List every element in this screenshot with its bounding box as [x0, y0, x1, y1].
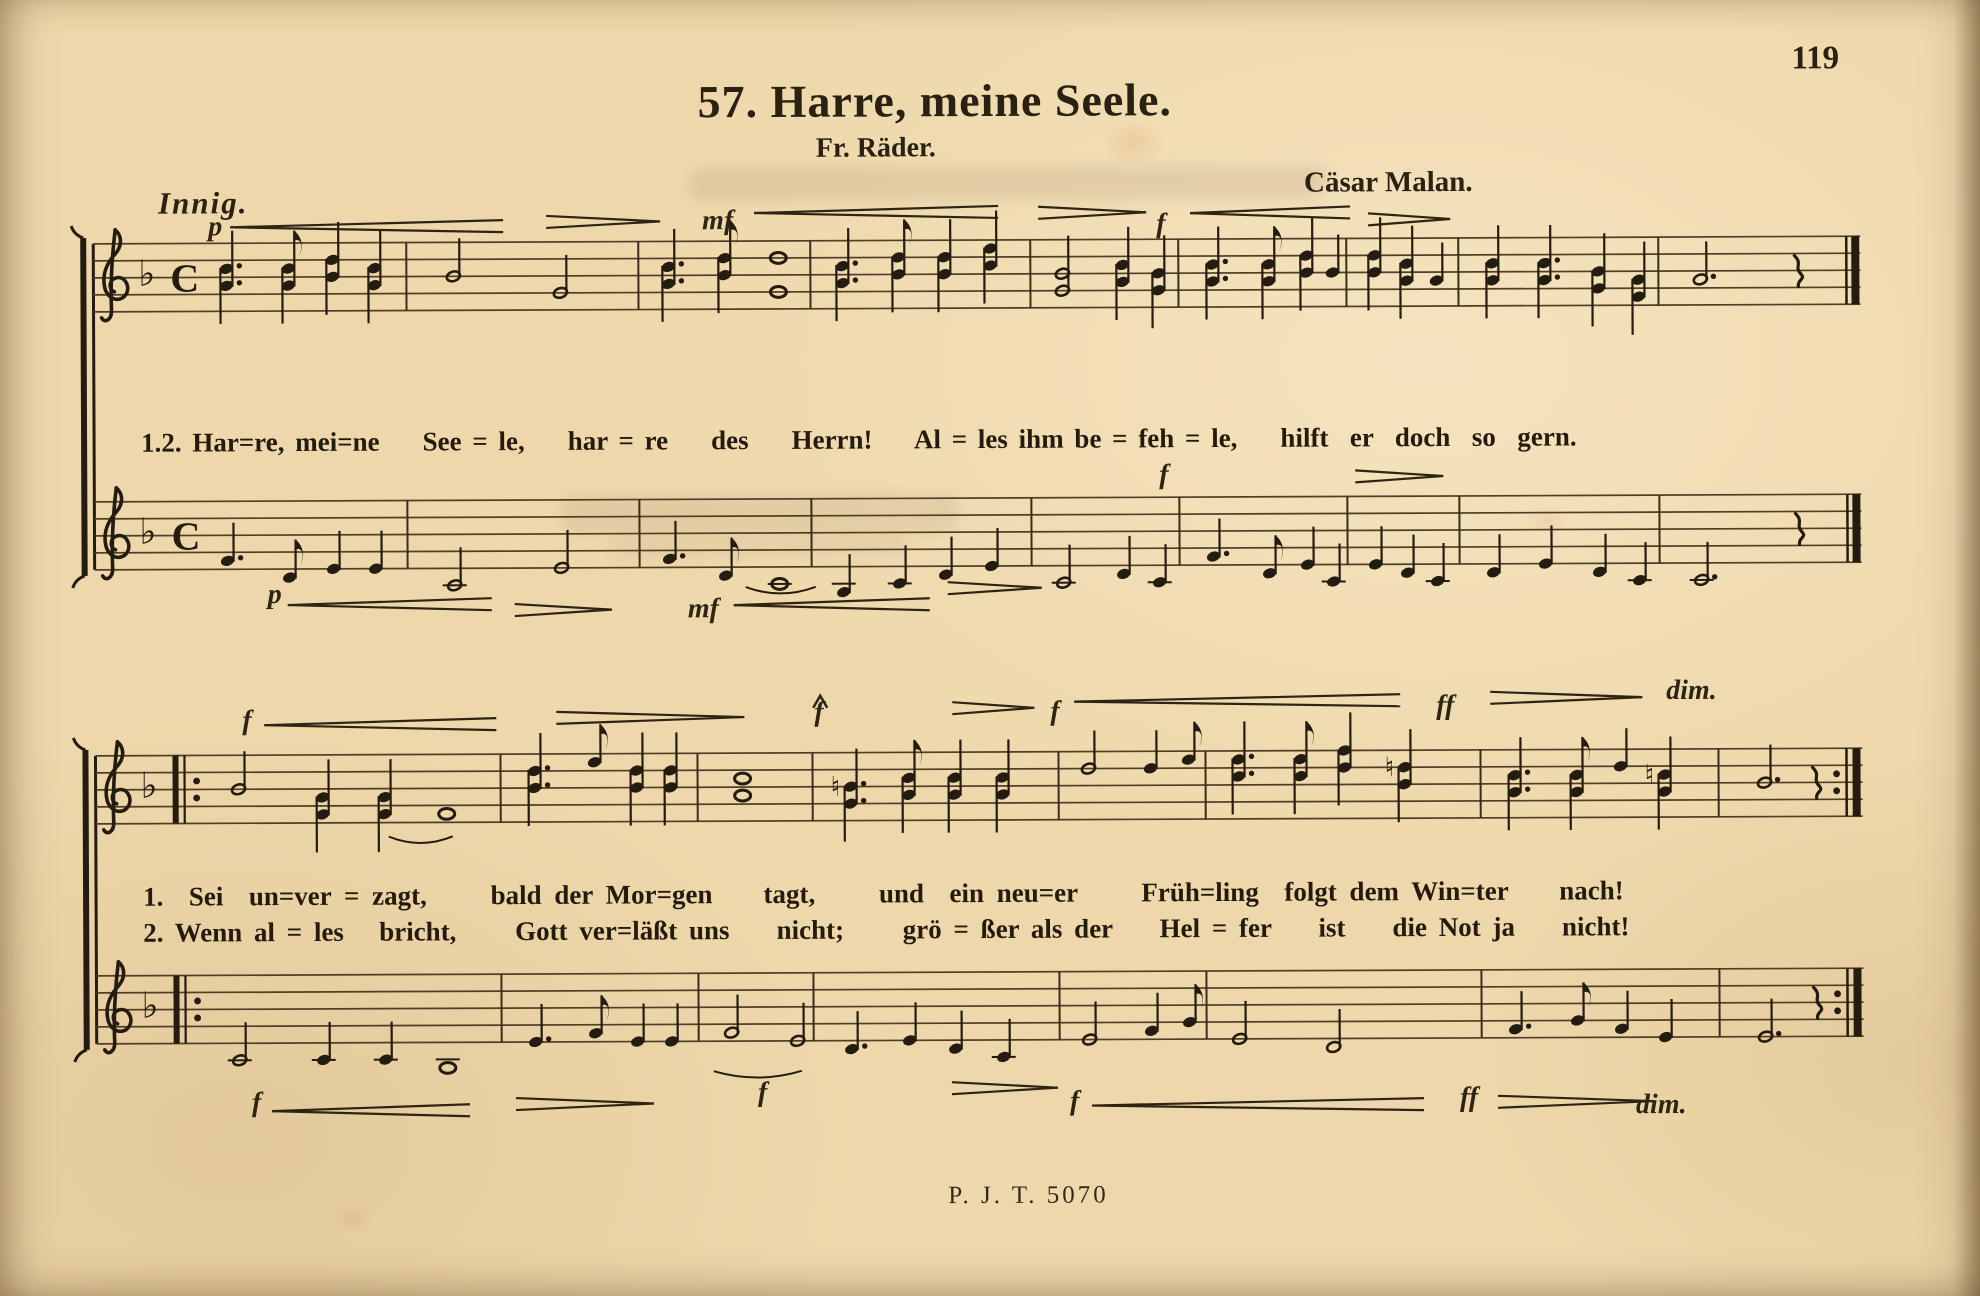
svg-text:♭: ♭ — [139, 511, 157, 553]
plate-number: P. J. T. 5070 — [948, 1181, 1109, 1210]
svg-text:C: C — [171, 513, 201, 559]
svg-text:mf: mf — [687, 593, 720, 625]
svg-text:f: f — [1069, 1085, 1080, 1117]
svg-text:f: f — [242, 705, 252, 737]
svg-text:♭: ♭ — [138, 253, 156, 295]
page-number: 119 — [1791, 40, 1840, 77]
system-2-soprano-alto-staff — [95, 674, 1863, 853]
svg-text:dim.: dim. — [1666, 674, 1717, 707]
song-title: 57. Harre, meine Seele. — [697, 74, 1173, 128]
page-edge-shadow — [1954, 0, 1980, 1296]
svg-text:ff: ff — [1436, 689, 1455, 722]
svg-text:f: f — [251, 1087, 262, 1119]
svg-text:f: f — [1156, 208, 1166, 240]
svg-text:f: f — [1159, 459, 1169, 491]
lyrics-line-verse-2: 2. Wenn al = les bricht, Gott ver=läßt uns nicht; grö = ßer als der Hel = fer ist die Not ja nicht! — [143, 911, 1630, 948]
composer-credit: Cäsar Malan. — [1303, 165, 1473, 199]
tempo-marking: Innig. — [157, 185, 249, 221]
svg-text:♮: ♮ — [1644, 759, 1655, 791]
lyrics-line-verses-1-2: 1.2. Har=re, mei=ne See = le, har = re des Herrn! Al = les ihm be = feh = le, hilft er doch so gern. — [141, 421, 1577, 458]
svg-text:p: p — [267, 579, 282, 611]
svg-text:♭: ♭ — [141, 985, 159, 1027]
system-1-soprano-alto-staff — [93, 200, 1861, 341]
svg-text:f: f — [1050, 695, 1060, 727]
lyrics-line-verse-1: 1. Sei un=ver = zagt, bald der Mor=gen tagt, und ein neu=er Früh=ling folgt dem Win=ter nach! — [143, 875, 1624, 912]
system-1 — [71, 200, 1862, 627]
lyricist-credit: Fr. Räder. — [815, 132, 936, 164]
svg-text:f: f — [814, 696, 824, 728]
svg-text:C: C — [170, 255, 200, 301]
svg-text:♮: ♮ — [830, 771, 841, 803]
system-2-tenor-bass-staff — [96, 954, 1864, 1127]
svg-text:♭: ♭ — [140, 765, 158, 807]
svg-text:f: f — [757, 1076, 768, 1109]
svg-text:ff: ff — [1459, 1081, 1479, 1113]
svg-text:♮: ♮ — [1384, 752, 1395, 784]
svg-text:dim.: dim. — [1635, 1088, 1687, 1121]
system-1-tenor-bass-staff — [94, 456, 1862, 627]
svg-text:mf: mf — [702, 205, 734, 237]
svg-text:p: p — [208, 211, 223, 243]
